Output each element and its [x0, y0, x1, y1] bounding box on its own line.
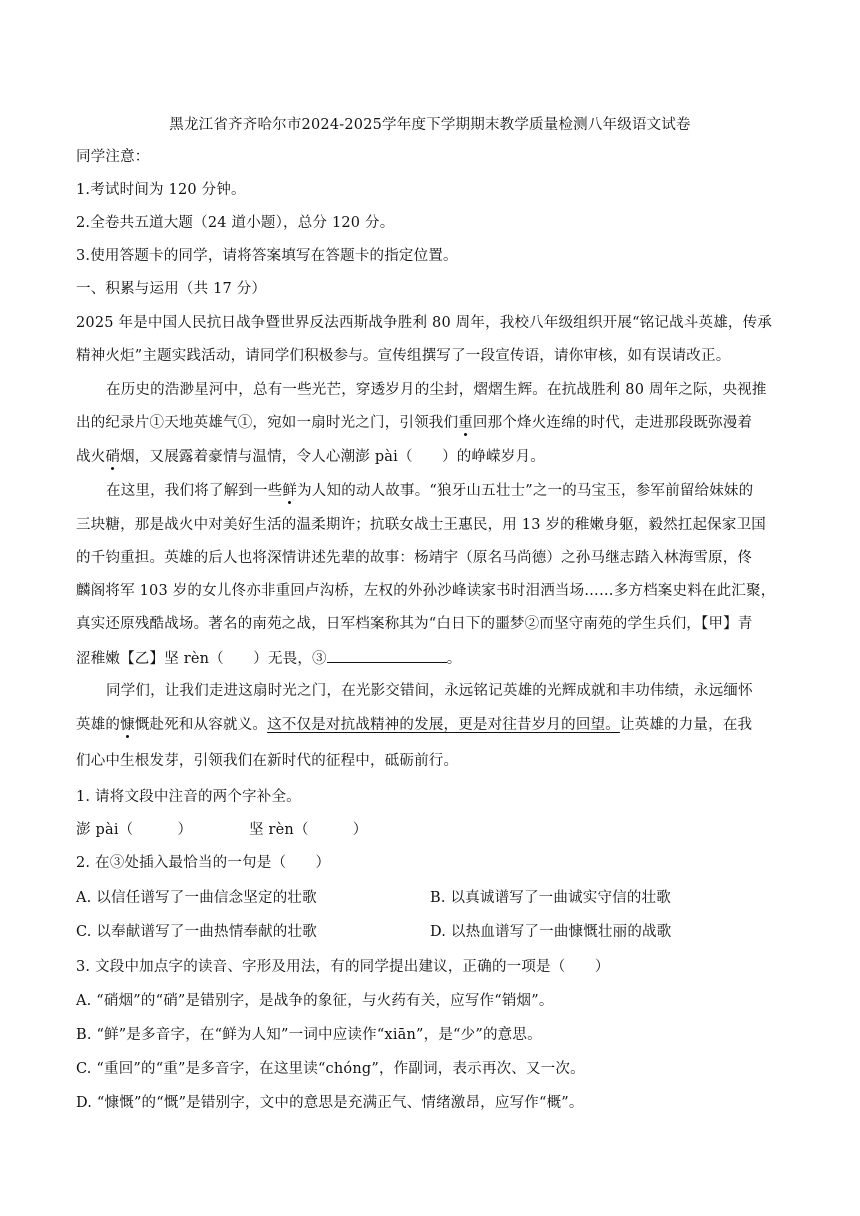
dotted-char: 慷 [120, 717, 135, 733]
q2-option-b: B. 以真诚谱写了一曲诚实守信的壮歌 [430, 890, 671, 906]
dotted-char: 重 [458, 415, 473, 431]
q1-blank-a: 澎 pài（ ） [76, 822, 193, 838]
text-segment: 战火 [76, 449, 106, 465]
text-segment: 为人知的动人故事。“狼牙山五壮士”之一的马宝玉，参军前留给妹妹的 [297, 483, 754, 499]
text-segment: 让英雄的力量，在我 [619, 717, 753, 733]
text-segment: 出的纪录片①天地英雄气①，宛如一扇时光之门，引领我们 [76, 415, 459, 431]
para3-line-1: 同学们，让我们走进这扇时光之门，在光影交错间，永远铭记英雄的光辉成就和丰功伟绩，永远缅怀 [106, 683, 753, 699]
para3-line-2 [76, 715, 786, 735]
para2-line-1 [106, 481, 786, 501]
para2-line-2: 三块糖，那是战火中对美好生活的温柔期许；抗联女战士王惠民，用 13 岁的稚嫩身躯，毅然扛起保家卫国 [76, 517, 766, 533]
text-segment: 涩稚嫩【乙】坚 rèn（ ）无畏，③ [76, 651, 327, 667]
dotted-char: 鲜 [282, 483, 298, 499]
q2-option-d: D. 以热血谱写了一曲慷慨壮丽的战歌 [430, 924, 672, 940]
dotted-char: 硝 [105, 449, 121, 465]
q3-option-a: A. “硝烟”的“硝”是错别字，是战争的象征，与火药有关，应写作“销烟”。 [76, 993, 554, 1009]
q2-option-c: C. 以奉献谱写了一曲热情奉献的壮歌 [76, 924, 317, 940]
para1-line-3 [76, 447, 786, 467]
text-segment: 回那个烽火连绵的时代，走进那段既弥漫着 [472, 415, 753, 431]
para3-line-3: 们心中生根发芽，引领我们在新时代的征程中，砥砺前行。 [76, 753, 459, 769]
para2-line-6 [76, 648, 786, 669]
text-segment: 在这里，我们将了解到一些 [106, 483, 283, 499]
para2-line-4: 麟阁将军 103 岁的女儿佟亦非重回卢沟桥，左权的外孙沙峰读家书时泪洒当场……多方档案史料在此汇聚， [76, 583, 776, 599]
intro-line-1: 2025 年是中国人民抗日战争暨世界反法西斯战争胜利 80 周年，我校八年级组织开展“铭记战斗英雄，传承 [76, 315, 772, 331]
notice-item-3: 3.使用答题卡的同学，请将答案填写在答题卡的指定位置。 [76, 248, 458, 264]
underlined-sentence: 这不仅是对抗战精神的发展，更是对往昔岁月的回望。 [267, 717, 620, 733]
text-segment: 慨赴死和从容就义。 [134, 717, 268, 733]
para1-line-2 [76, 413, 786, 433]
notice-heading: 同学注意： [76, 149, 150, 165]
section-heading: 一、积累与运用（共 17 分） [76, 281, 267, 297]
para1-line-1: 在历史的浩渺星河中，总有一些光芒，穿透岁月的尘封，熠熠生辉。在抗战胜利 80 周年之际，央视推 [106, 382, 767, 398]
q1-blank-b: 坚 rèn（ ） [249, 822, 368, 838]
q1-stem: 1. 请将文段中注音的两个字补全。 [76, 789, 301, 805]
text-segment: 英雄的 [76, 717, 121, 733]
answer-blank [327, 648, 447, 663]
q3-stem: 3. 文段中加点字的读音、字形及用法，有的同学提出建议，正确的一项是（ ） [76, 959, 610, 975]
q3-option-c: C. “重回”的“重”是多音字，在这里读“chóng”，作副词，表示再次、又一次。 [76, 1061, 585, 1077]
exam-title: 黑龙江省齐齐哈尔市2024-2025学年度下学期期末教学质量检测八年级语文试卷 [169, 117, 691, 133]
text-segment: 。 [446, 651, 462, 667]
notice-item-2: 2.全卷共五道大题（24 道小题），总分 120 分。 [76, 215, 395, 231]
para2-line-5: 真实还原残酷战场。著名的南苑之战，日军档案称其为“白日下的噩梦②而坚守南苑的学生兵们，【甲】青 [76, 616, 753, 632]
text-segment: 烟，又展露着豪情与温情，令人心潮澎 pài（ ）的峥嵘岁月。 [120, 449, 545, 465]
q3-option-b: B. “鲜”是多音字，在“鲜为人知”一词中应读作“xiān”，是“少”的意思。 [76, 1027, 542, 1043]
q2-option-a: A. 以信任谱写了一曲信念坚定的壮歌 [76, 890, 317, 906]
q3-option-d: D. “慷慨”的“慨”是错别字，文中的意思是充满正气、情绪激昂，应写作“概”。 [76, 1095, 584, 1111]
para2-line-3: 的千钧重担。英雄的后人也将深情讲述先辈的故事：杨靖宇（原名马尚德）之孙马继志踏入林海雪原，佟 [76, 550, 753, 566]
intro-line-2: 精神火炬”主题实践活动，请同学们积极参与。宣传组撰写了一段宣传语，请你审核，如有误请改正。 [76, 348, 731, 364]
notice-item-1: 1.考试时间为 120 分钟。 [76, 182, 246, 198]
q2-stem: 2. 在③处插入最恰当的一句是（ ） [76, 855, 331, 871]
